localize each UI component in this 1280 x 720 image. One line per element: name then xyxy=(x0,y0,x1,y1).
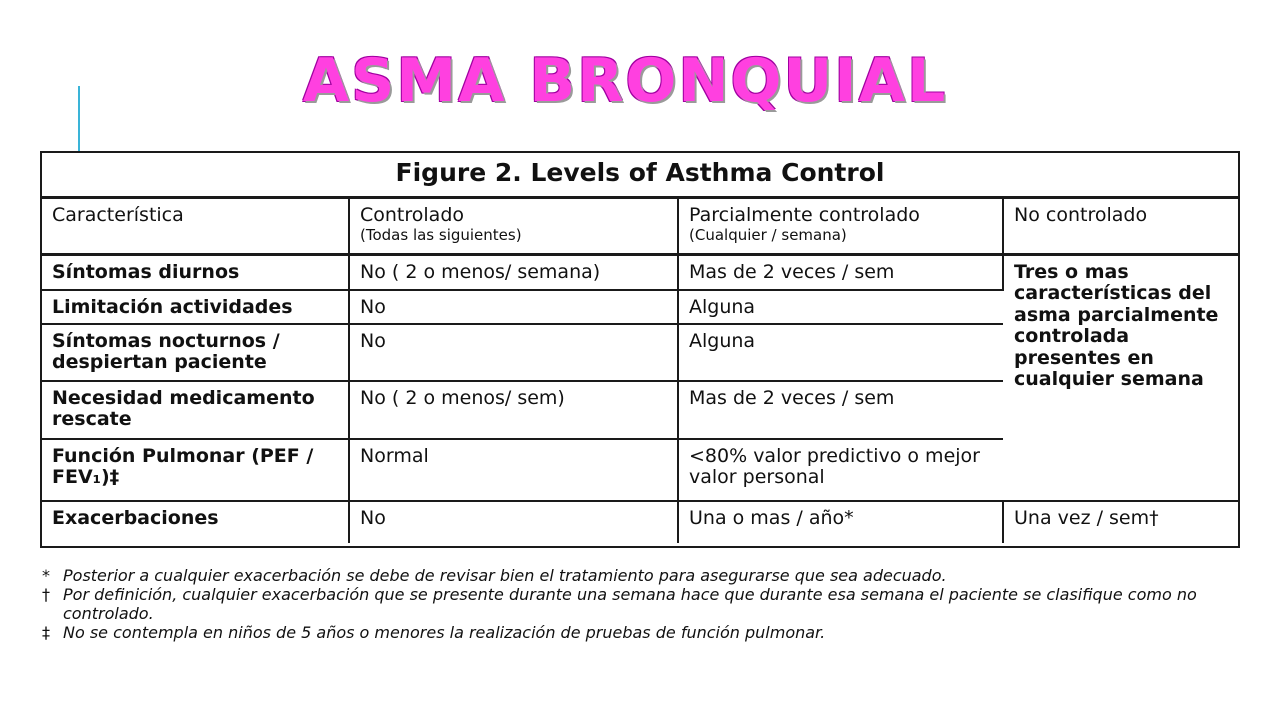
controlled-cell: No xyxy=(349,501,678,543)
partial-cell: <80% valor predictivo o mejor valor personal xyxy=(678,439,1003,501)
footnote-symbol: * xyxy=(42,566,50,585)
footnote-text: No se contempla en niños de 5 años o menores la realización de pruebas de función pulmonar. xyxy=(63,623,826,642)
partial-cell: Mas de 2 veces / sem xyxy=(678,381,1003,439)
footnote-symbol: † xyxy=(42,585,50,604)
row-label: Exacerbaciones xyxy=(42,501,349,543)
header-cell-controlled: Controlado (Todas las siguientes) xyxy=(349,199,678,254)
footnote-symbol: ‡ xyxy=(42,623,50,642)
header-cell-characteristic: Característica xyxy=(42,199,349,254)
footnote-text: Por definición, cualquier exacerbación que se presente durante una semana hace que durante esa semana el paciente se clasifique como no controlado. xyxy=(63,585,1197,623)
asthma-control-table xyxy=(42,199,1238,543)
table-header-row xyxy=(42,199,1238,254)
table-row xyxy=(42,254,1238,290)
footnotes xyxy=(42,566,1262,642)
footnote xyxy=(42,623,1262,642)
table-row xyxy=(42,501,1238,543)
partial-cell: Alguna xyxy=(678,290,1003,324)
controlled-cell: Normal xyxy=(349,439,678,501)
header-cell-partial: Parcialmente controlado (Cualquier / semana) xyxy=(678,199,1003,254)
asthma-control-figure xyxy=(40,151,1240,548)
footnote xyxy=(42,566,1262,585)
uncontrolled-cell: Una vez / sem† xyxy=(1014,507,1159,529)
controlled-cell: No xyxy=(349,290,678,324)
partial-cell: Mas de 2 veces / sem xyxy=(678,254,1003,290)
row-label: Síntomas nocturnos / despiertan paciente xyxy=(42,324,349,381)
row-label: Necesidad medicamento rescate xyxy=(42,381,349,439)
slide-title: ASMA BRONQUIAL xyxy=(302,46,948,116)
controlled-cell: No ( 2 o menos/ sem) xyxy=(349,381,678,439)
partial-cell: Una o mas / año* xyxy=(678,501,1003,543)
figure-title: Figure 2. Levels of Asthma Control xyxy=(42,153,1238,199)
header-cell-uncontrolled: No controlado xyxy=(1003,199,1238,254)
row-label: Síntomas diurnos xyxy=(42,254,349,290)
footnote-text: Posterior a cualquier exacerbación se debe de revisar bien el tratamiento para asegurarse que sea adecuado. xyxy=(63,566,947,585)
controlled-cell: No ( 2 o menos/ semana) xyxy=(349,254,678,290)
row-label: Función Pulmonar (PEF / FEV₁)‡ xyxy=(42,439,349,501)
partial-cell: Alguna xyxy=(678,324,1003,381)
uncontrolled-merged-cell: Tres o mas características del asma parcialmente controlada presentes en cualquier semana xyxy=(1003,254,1238,501)
row-label: Limitación actividades xyxy=(42,290,349,324)
controlled-cell: No xyxy=(349,324,678,381)
footnote xyxy=(42,585,1262,623)
